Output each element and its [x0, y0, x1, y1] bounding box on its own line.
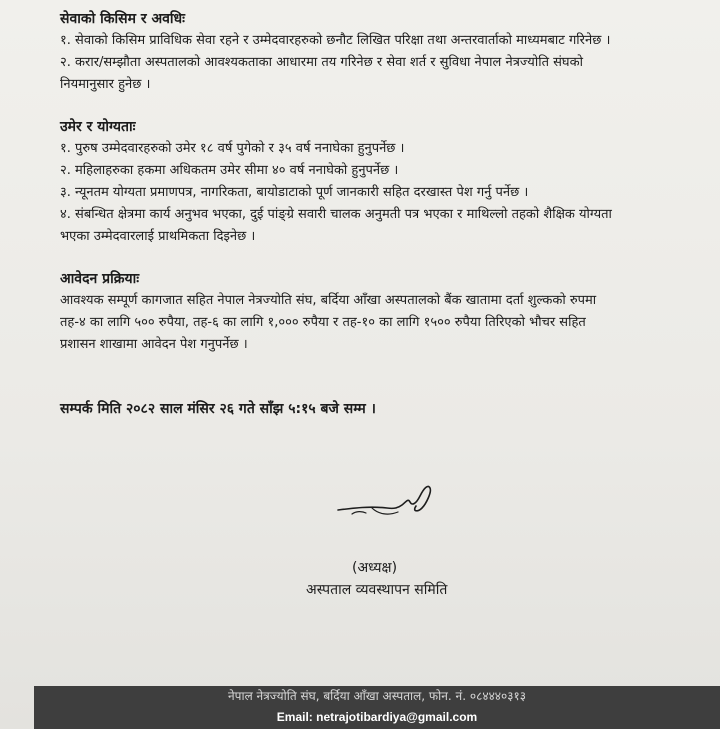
- eligibility-heading: उमेर र योग्यताः: [60, 119, 136, 135]
- document-body: [60, 8, 710, 376]
- application-section: [60, 268, 710, 356]
- eligibility-section: [60, 116, 710, 248]
- application-line-2: तह-४ का लागि ५०० रुपैया, तह-६ का लागि १,००० रुपैया र तह-१० का लागि १५०० रुपैया तिरिएको भौचर सहित: [60, 315, 586, 330]
- eligibility-line-5: भएका उम्मेदवारलाई प्राथमिकता दिइनेछ ।: [60, 229, 256, 244]
- eligibility-line-4: ४. संबन्धित क्षेत्रमा कार्य अनुभव भएका, दुई पांङ्ग्रे सवारी चालक अनुमती पत्र भएका र माथिल्लो तहको शैक्षिक योग्यता: [60, 207, 612, 222]
- contact-deadline: सम्पर्क मिति २०८२ साल मंसिर २६ गते साँझ ५:१५ बजे सम्म ।: [60, 401, 376, 417]
- application-line-3: प्रशासन शाखामा आवेदन पेश गनुपर्नेछ ।: [60, 337, 248, 352]
- footer-bar: [34, 686, 720, 729]
- application-heading: आवेदन प्रक्रियाः: [60, 271, 140, 287]
- footer-address: नेपाल नेत्रज्योति संघ, बर्दिया आँखा अस्पताल, फोन. नं. ०८४४४०३१३: [227, 689, 527, 703]
- eligibility-line-3: ३. न्यूनतम योग्यता प्रमाणपत्र, नागरिकता, बायोडाटाको पूर्ण जानकारी सहित दरखास्त पेश गर्नु पर्नेछ ।: [60, 185, 529, 200]
- service-line-2: २. करार/सम्झौता अस्पतालको आवश्यकताका आधारमा तय गरिनेछ र सेवा शर्त र सुविधा नेपाल नेत्रज्योति संघको: [60, 55, 583, 70]
- eligibility-line-1: १. पुरुष उम्मेदवारहरुको उमेर १८ वर्ष पुगेको र ३५ वर्ष ननाघेका हुनुपर्नेछ ।: [60, 141, 405, 156]
- signatory-committee: अस्पताल व्यवस्थापन समिति: [306, 582, 448, 598]
- service-line-1: १. सेवाको किसिम प्राविधिक सेवा रहने र उम्मेदवारहरुको छनौट लिखित परिक्षा तथा अन्तरवार्ताको माध्यमबाट गरिनेछ ।: [60, 33, 611, 48]
- service-heading: सेवाको किसिम र अवधिः: [60, 11, 185, 27]
- service-section: [60, 8, 710, 96]
- signatory-role: (अध्यक्ष): [352, 560, 398, 576]
- eligibility-line-2: २. महिलाहरुका हकमा अधिकतम उमेर सीमा ४० वर्ष ननाघेको हुनुपर्नेछ ।: [60, 163, 399, 178]
- footer-email: Email: netrajotibardiya@gmail.com: [276, 710, 478, 724]
- service-line-3: नियमानुसार हुनेछ ।: [60, 77, 151, 92]
- application-line-1: आवश्यक सम्पूर्ण कागजात सहित नेपाल नेत्रज्योति संघ, बर्दिया आँखा अस्पतालको बैंक खातामा दर्ता शुल्कको रुपमा: [60, 293, 597, 308]
- signature-icon: [332, 478, 442, 528]
